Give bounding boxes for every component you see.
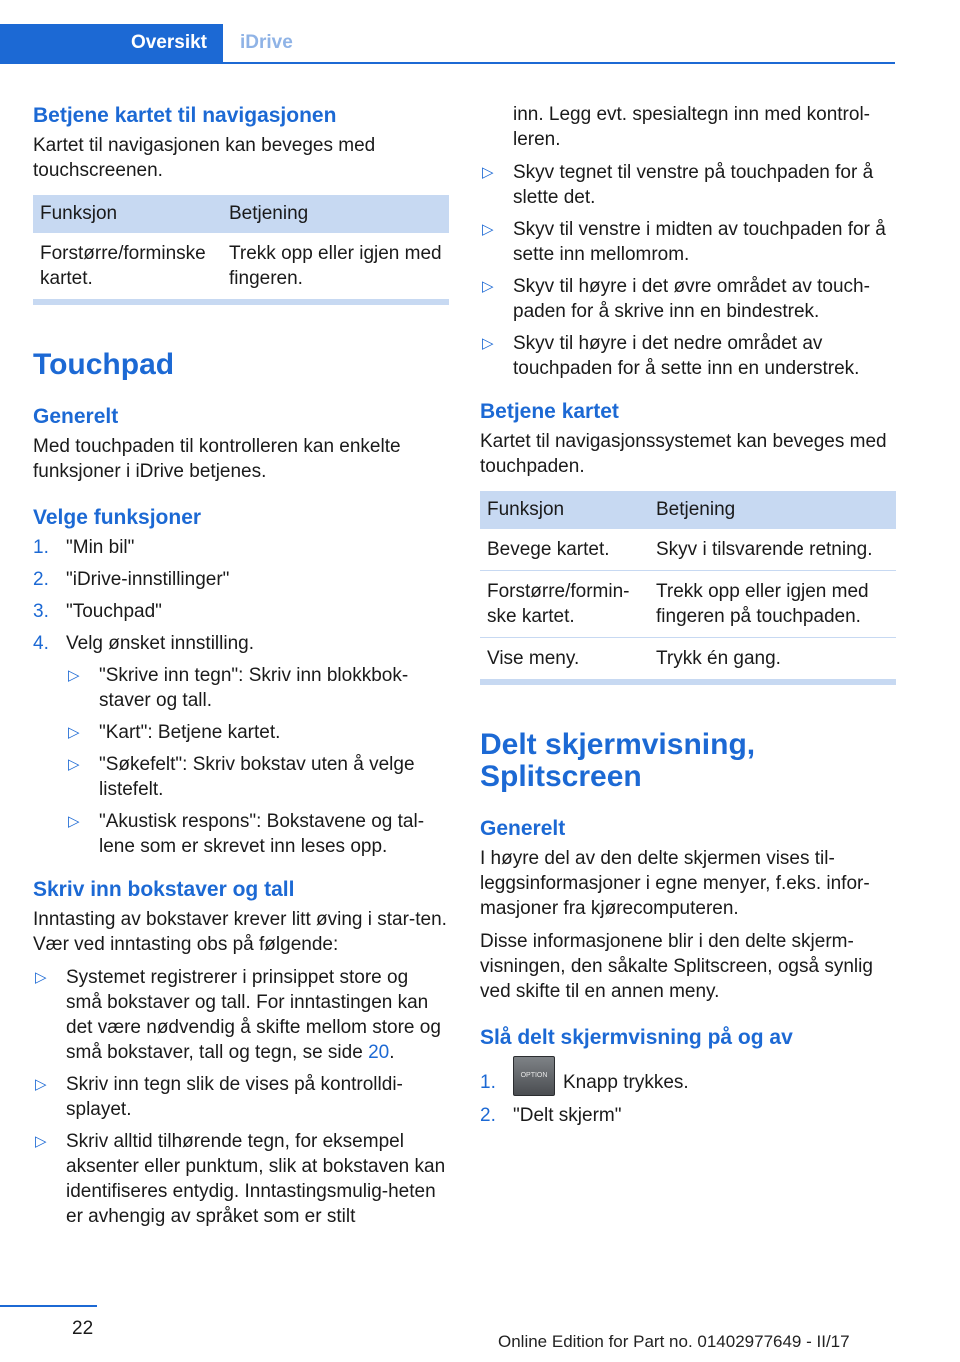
paragraph: Kartet til navigasjonssystemet kan beveges med touchpaden.	[480, 431, 887, 477]
list-item	[480, 1070, 896, 1096]
bullet-text: Skriv inn tegn slik de vises på kontrolldi-splayet.	[66, 1074, 403, 1120]
list-item	[66, 720, 449, 745]
bullet-text: Skriv alltid tilhørende tegn, for eksempel aksenter eller punktum, slik at bokstaven kan identifiseres entydig. Inntastingsmulig-heten er avhengig av språket som er stilt	[66, 1131, 446, 1227]
table-cell: Forstørre/formin-ske kartet.	[480, 571, 649, 638]
table-header: Funksjon	[480, 491, 649, 529]
step-text: Velg ønsket innstilling.	[66, 633, 254, 654]
list-item	[33, 567, 449, 592]
table-row	[33, 233, 449, 300]
section-title-generelt: Generelt	[480, 817, 566, 840]
triangle-bullet-icon: ▷	[68, 813, 80, 830]
bullet-text: "Søkefelt": Skriv bokstav uten å velge listefelt.	[99, 754, 415, 800]
bullet-list	[480, 160, 896, 381]
bullet-text: "Kart": Betjene kartet.	[99, 722, 281, 743]
sub-bullet-list	[66, 663, 449, 859]
right-column	[480, 102, 896, 1135]
step-text: "Delt skjerm"	[513, 1105, 622, 1126]
table-cell: Skyv i tilsvarende retning.	[649, 529, 896, 571]
step-number: 1.	[33, 537, 49, 558]
table-row	[480, 571, 896, 638]
list-item	[33, 1072, 449, 1122]
triangle-bullet-icon: ▷	[35, 1076, 47, 1093]
triangle-bullet-icon: ▷	[35, 1133, 47, 1150]
step-number: 2.	[480, 1105, 496, 1126]
numbered-list	[33, 535, 449, 859]
list-item	[66, 809, 449, 859]
chapter-title-delt-skjermvisning: Delt skjermvisning, Splitscreen	[480, 728, 756, 793]
table-row	[480, 529, 896, 571]
chapter-title-touchpad: Touchpad	[33, 348, 175, 381]
bullet-list	[33, 965, 449, 1229]
list-item	[33, 1129, 449, 1229]
bullet-text: Skyv til høyre i det øvre området av touch-paden for å skrive inn en bindestrek.	[513, 276, 870, 322]
function-table-1	[33, 195, 449, 300]
triangle-bullet-icon: ▷	[482, 335, 494, 352]
bullet-text: Skyv til høyre i det nedre området av touchpaden for å sette inn en understrek.	[513, 333, 860, 379]
list-item	[66, 752, 449, 802]
triangle-bullet-icon: ▷	[68, 667, 80, 684]
table-cell: Trekk opp eller igjen med fingeren.	[222, 233, 449, 300]
paragraph: Disse informasjonene blir i den delte skjerm-visningen, den såkalte Splitscreen, også synlig ved skifte til en annen meny.	[480, 931, 873, 1002]
triangle-bullet-icon: ▷	[482, 221, 494, 238]
section-title-velge-funksjoner: Velge funksjoner	[33, 506, 202, 529]
step-text: "Touchpad"	[66, 601, 162, 622]
step-text: "iDrive-innstillinger"	[66, 569, 230, 590]
table-cell: Forstørre/forminske kartet.	[33, 233, 222, 300]
bullet-text: Skyv tegnet til venstre på touchpaden for å slette det.	[513, 162, 874, 208]
footer-rule	[0, 1305, 97, 1307]
triangle-bullet-icon: ▷	[482, 164, 494, 181]
option-button-icon: OPTION	[513, 1056, 555, 1096]
list-item	[66, 663, 449, 713]
list-item	[33, 535, 449, 560]
list-item	[480, 274, 896, 324]
paragraph-continued: inn. Legg evt. spesialtegn inn med kontrol-leren.	[513, 104, 870, 150]
table-cell: Trykk én gang.	[649, 638, 896, 680]
section-title-sla-delt: Slå delt skjermvisning på og av	[480, 1026, 793, 1049]
list-item	[480, 331, 896, 381]
header-tabs	[0, 24, 895, 64]
list-item	[480, 1103, 896, 1128]
tab-oversikt[interactable]: Oversikt	[0, 24, 223, 62]
bullet-text: "Skrive inn tegn": Skriv inn blokkbok-staver og tall.	[99, 665, 409, 711]
list-item	[480, 160, 896, 210]
page-number: 22	[72, 1318, 94, 1339]
table-header: Betjening	[222, 195, 449, 233]
triangle-bullet-icon: ▷	[68, 756, 80, 773]
table-row	[480, 638, 896, 680]
function-table-2	[480, 491, 896, 680]
section-title-generelt: Generelt	[33, 405, 119, 428]
bullet-text: Systemet registrerer i prinsippet store og små bokstaver og tall. For inntastingen kan det være nødvendig å skifte mellom store og små bokstaver, tall og tegn, se side	[66, 967, 441, 1063]
step-number: 1.	[480, 1072, 496, 1093]
table-cell: Bevege kartet.	[480, 529, 649, 571]
list-item	[33, 631, 449, 859]
numbered-list	[480, 1070, 896, 1128]
paragraph: Med touchpaden til kontrolleren kan enkelte funksjoner i iDrive betjenes.	[33, 436, 401, 482]
footer-edition: Online Edition for Part no. 01402977649 - II/17	[498, 1332, 850, 1351]
table-cell: Trekk opp eller igjen med fingeren på touchpaden.	[649, 571, 896, 638]
triangle-bullet-icon: ▷	[482, 278, 494, 295]
triangle-bullet-icon: ▷	[68, 724, 80, 741]
table-header: Funksjon	[33, 195, 222, 233]
step-text: Knapp trykkes.	[563, 1072, 689, 1094]
tab-idrive[interactable]: iDrive	[240, 32, 293, 53]
step-text: "Min bil"	[66, 537, 135, 558]
left-column	[33, 102, 449, 1236]
page-link[interactable]: 20	[368, 1042, 390, 1063]
paragraph: Inntasting av bokstaver krever litt øving i star-ten. Vær ved inntasting obs på følgende:	[33, 909, 447, 955]
section-title-betjene-kartet: Betjene kartet	[480, 400, 619, 423]
list-item: ▷ Systemet registrerer i prinsippet store og små bokstaver og tall. For inntastingen kan det være nødvendig å skifte mellom store og små bokstaver, tall og tegn, se side 20.	[35, 967, 441, 1063]
list-item	[480, 217, 896, 267]
paragraph: I høyre del av den delte skjermen vises til-leggsinformasjoner i egne menyer, f.eks. infor-masjoner fra kjørecomputeren.	[480, 848, 870, 919]
section-title-skriv-inn: Skriv inn bokstaver og tall	[33, 878, 295, 901]
step-number: 4.	[33, 633, 49, 654]
table-header: Betjening	[649, 491, 896, 529]
bullet-text: "Akustisk respons": Bokstavene og tal-lene som er skrevet inn leses opp.	[99, 811, 425, 857]
list-item	[33, 599, 449, 624]
paragraph: Kartet til navigasjonen kan beveges med touchscreenen.	[33, 135, 376, 181]
step-number: 2.	[33, 569, 49, 590]
bullet-text: Skyv til venstre i midten av touchpaden for å sette inn mellomrom.	[513, 219, 886, 265]
table-cell: Vise meny.	[480, 638, 649, 680]
step-number: 3.	[33, 601, 49, 622]
section-title-betjene-kartet-navigasjonen: Betjene kartet til navigasjonen	[33, 104, 337, 127]
triangle-bullet-icon: ▷	[35, 969, 47, 986]
